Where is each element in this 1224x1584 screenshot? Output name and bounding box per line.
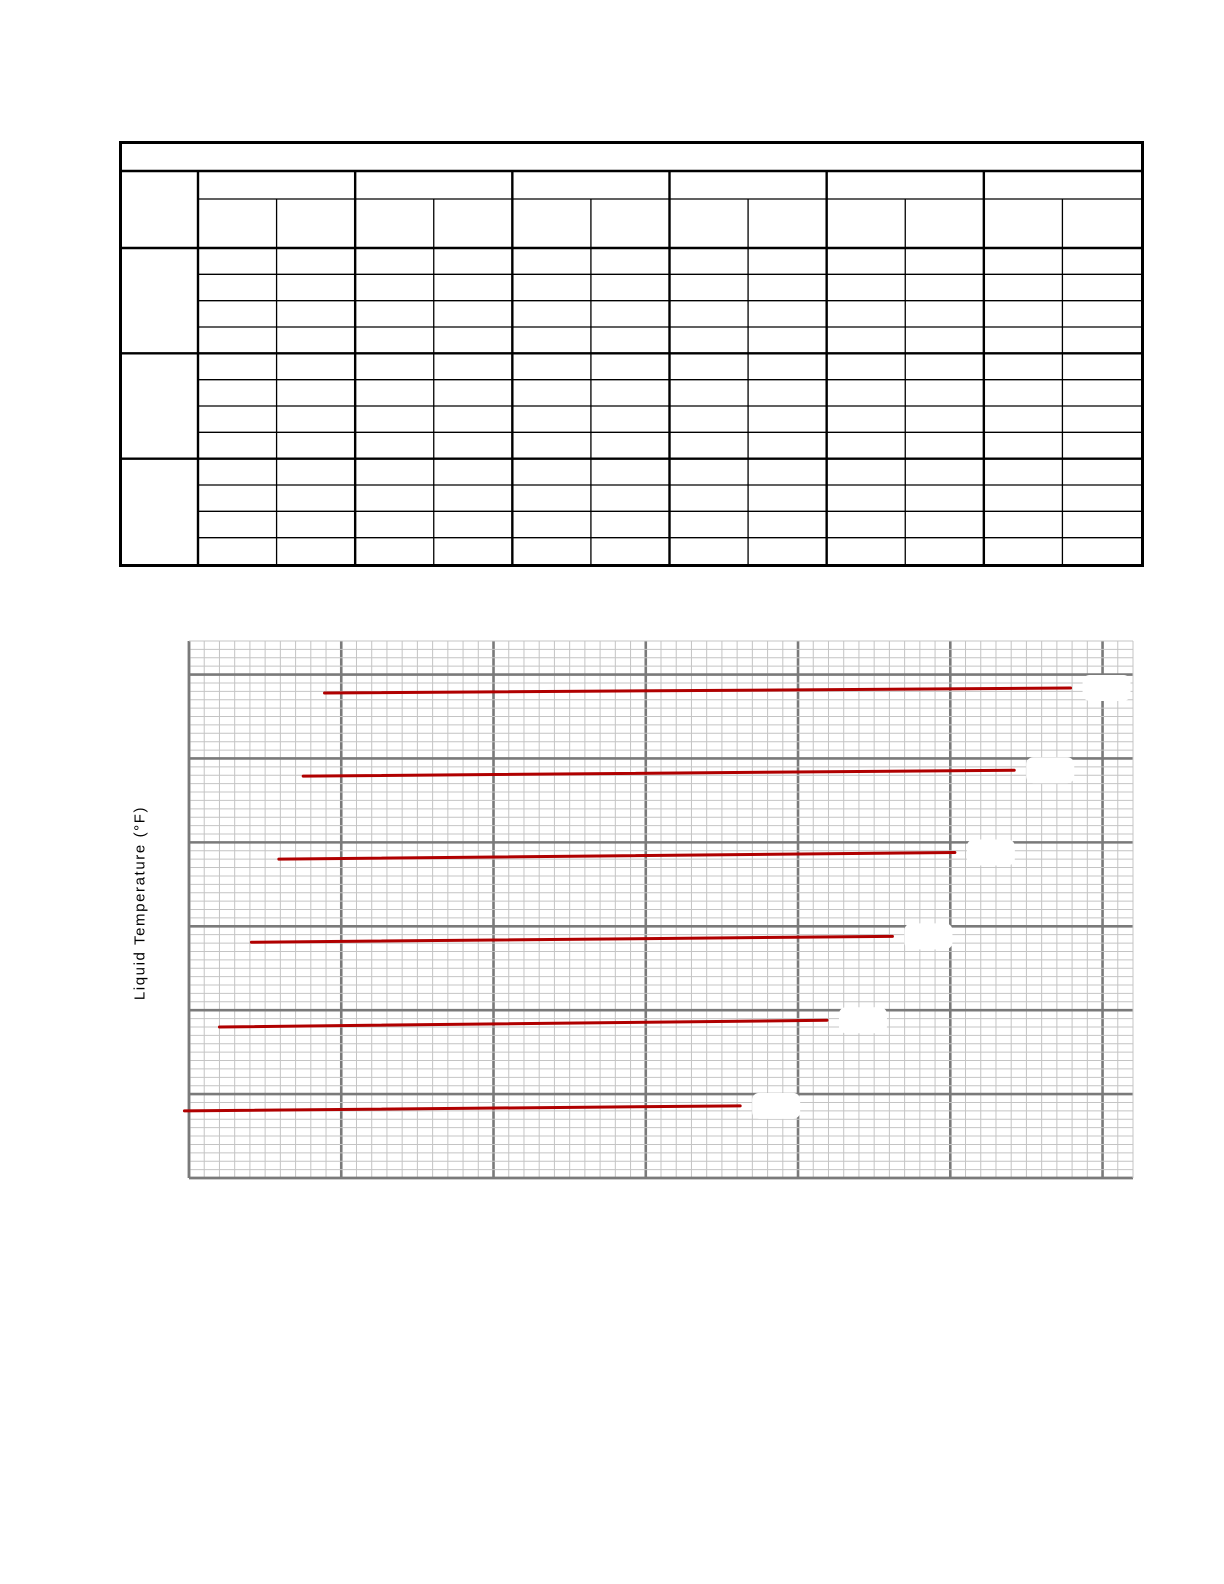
series-label-box-1: [1083, 675, 1131, 701]
series-lines: [184, 688, 1070, 1111]
y-axis-label: Liquid Temperature (°F): [131, 805, 149, 1001]
series-line-1: [325, 688, 1071, 693]
series-line-4: [251, 936, 892, 942]
series-label-box-6: [752, 1093, 800, 1119]
chart-grid: [189, 641, 1133, 1178]
series-label-box-3: [967, 839, 1015, 865]
series-line-3: [279, 852, 955, 859]
series-label-box-4: [904, 923, 952, 949]
series-label-box-2: [1026, 757, 1074, 783]
series-label-box-5: [839, 1007, 887, 1033]
series-line-6: [184, 1106, 740, 1111]
